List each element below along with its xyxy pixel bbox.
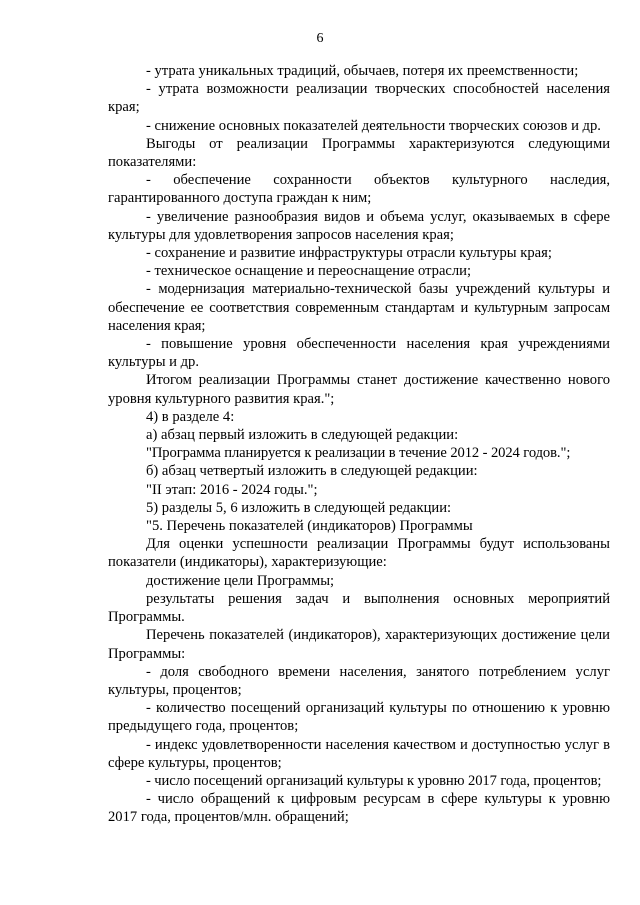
- paragraph-21: результаты решения задач и выполнения основных мероприятий Программы.: [108, 590, 610, 626]
- paragraph-25: - индекс удовлетворенности населения качеством и доступностью услуг в сфере культуры, процентов;: [108, 736, 610, 771]
- paragraph-8: - техническое оснащение и переоснащение отрасли;: [146, 263, 472, 280]
- paragraph-5: - обеспечение сохранности объектов культурного наследия, гарантированного доступа граждан к ним;: [108, 172, 610, 207]
- paragraph-14: "Программа планируется к реализации в течение 2012 - 2024 годов.";: [146, 445, 571, 462]
- paragraph-11: Итогом реализации Программы станет достижение качественно нового уровня культурного развития края.";: [108, 372, 610, 407]
- paragraph-15: б) абзац четвертый изложить в следующей редакции:: [146, 463, 478, 480]
- paragraph-9: - модернизация материально-технической базы учреждений культуры и обеспечение ее соответствия современным стандартам и культурным запросам населения края;: [108, 281, 610, 334]
- paragraph-27: - число обращений к цифровым ресурсам в сфере культуры к уровню 2017 года, процентов/млн. обращений;: [108, 791, 610, 826]
- paragraph-4: Выгоды от реализации Программы характеризуются следующими показателями:: [108, 135, 610, 171]
- paragraph-22: Перечень показателей (индикаторов), характеризующих достижение цели Программы:: [108, 627, 610, 662]
- paragraph-12: 4) в разделе 4:: [146, 408, 235, 425]
- paragraph-24: - количество посещений организаций культуры по отношению к уровню предыдущего года, процентов;: [108, 700, 610, 735]
- paragraph-20: достижение цели Программы;: [146, 572, 335, 589]
- paragraph-13: а) абзац первый изложить в следующей редакции:: [146, 427, 459, 444]
- paragraph-10: - повышение уровня обеспеченности населения края учреждениями культуры и др.: [108, 336, 610, 371]
- document-body: [108, 62, 610, 827]
- paragraph-17: 5) разделы 5, 6 изложить в следующей редакции:: [146, 499, 452, 516]
- paragraph-2: - утрата возможности реализации творческих способностей населения края;: [108, 81, 610, 116]
- paragraph-23: - доля свободного времени населения, занятого потреблением услуг культуры, процентов;: [108, 663, 610, 698]
- paragraph-19: Для оценки успешности реализации Программы будут использованы показатели (индикаторы), характеризующие:: [108, 536, 610, 571]
- paragraph-16: "II этап: 2016 - 2024 годы.";: [146, 481, 318, 498]
- paragraph-3: - снижение основных показателей деятельности творческих союзов и др.: [146, 117, 601, 134]
- paragraph-1: - утрата уникальных традиций, обычаев, потеря их преемственности;: [146, 63, 579, 79]
- paragraph-26: - число посещений организаций культуры к уровню 2017 года, процентов;: [146, 772, 602, 789]
- paragraph-7: - сохранение и развитие инфраструктуры отрасли культуры края;: [146, 245, 552, 262]
- page-number: 6: [316, 31, 324, 46]
- paragraph-6: - увеличение разнообразия видов и объема услуг, оказываемых в сфере культуры для удовлетворения запросов населения края;: [108, 208, 610, 243]
- paragraph-18: "5. Перечень показателей (индикаторов) Программы: [146, 518, 473, 535]
